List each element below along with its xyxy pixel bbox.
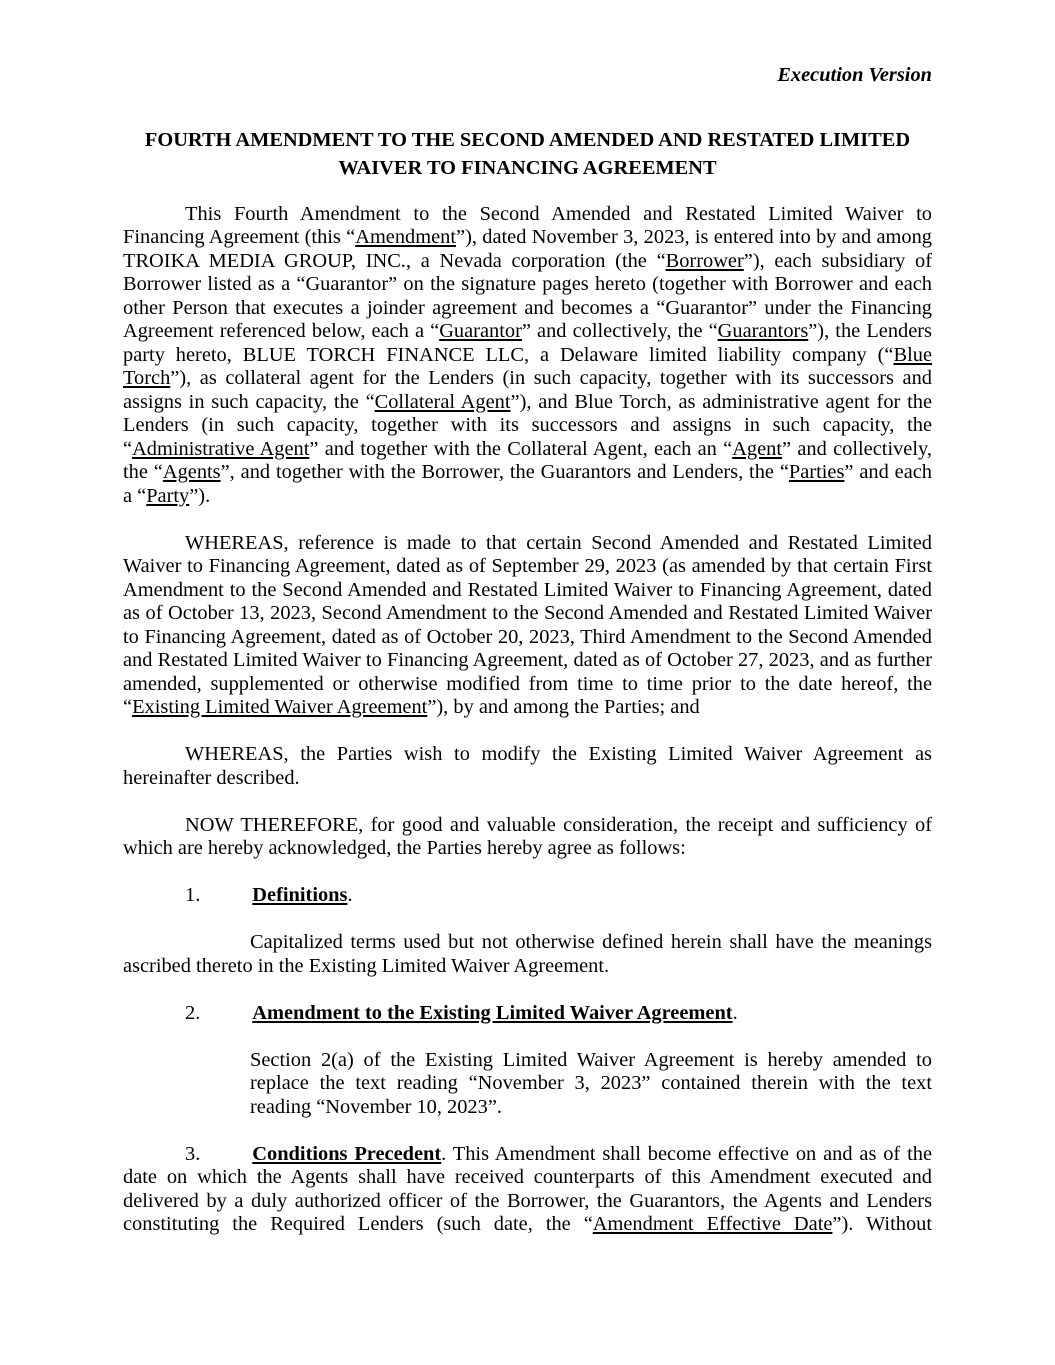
emphasized-text-run: Agent — [732, 437, 783, 460]
emphasized-text-run: Conditions Precedent — [252, 1142, 442, 1165]
emphasized-text-run: Blue Torch — [123, 343, 932, 389]
text-run: ”), as collateral agent for the Lenders (in such capacity, together with its successors and assigns in such capacity, the “ — [123, 367, 932, 413]
emphasized-text-run: Amendment Effective Date — [592, 1213, 833, 1235]
text-run: 3. — [185, 1142, 201, 1165]
text-run: NOW THEREFORE, for good and valuable consideration, the receipt and sufficiency of which are hereby acknowledged, the Parties hereby agree as follows: — [123, 813, 932, 859]
text-run: WHEREAS, reference is made to that certain Second Amended and Restated Limited Waiver to Financing Agreement, dated as of September 29, 2023 (as amended by that certain First Amendment to the Second Amended and Restated Limited Waiver to Financing Agreement, dated as of October 13, 2023, Second Amendment to the Second Amended and Restated Limited Waiver to Financing Agreement, dated as of October 20, 2023, Third Amendment to the Second Amended and Restated Limited Waiver to Financing Agreement, dated as of October 27, 2023, and as further amended, supplemented or otherwise modified from time to time prior to the date hereof, the “ — [123, 531, 932, 718]
text-run: . — [347, 884, 353, 906]
emphasized-text-run: Definitions — [252, 884, 348, 906]
text-run: ”). Without — [832, 1213, 932, 1235]
whereas-recital-1 — [123, 532, 932, 720]
emphasized-text-run: Party — [146, 484, 190, 507]
text-run: . This Amendment shall become effective on and as of the date on which the Agents shall have received counterparts of this Amendment executed and delivered by a duly authorized officer of the Borrower, the Guarantors, the Agents and Lenders constituting the Required Lenders (such date, the “ — [123, 1142, 932, 1235]
emphasized-text-run: Existing Limited Waiver Agreement — [132, 696, 428, 718]
document-title-line-2: WAIVER TO FINANCING AGREEMENT — [338, 156, 717, 179]
text-run: This Fourth Amendment to the Second Amended and Restated Limited Waiver to Financing Agreement (this “ — [123, 202, 932, 248]
text-run: 2. — [185, 1001, 201, 1024]
emphasized-text-run: Amendment — [355, 226, 457, 248]
text-run: ”), dated November 3, 2023, is entered into by and among TROIKA MEDIA GROUP, INC., a Nevada corporation (the “ — [123, 226, 933, 272]
emphasized-text-run: Agents — [162, 461, 221, 483]
intro-paragraph — [123, 203, 932, 509]
text-run: WHEREAS, the Parties wish to modify the Existing Limited Waiver Agreement as hereinafter described. — [123, 743, 932, 789]
text-run: Capitalized terms used but not otherwise defined herein shall have the meanings ascribed thereto in the Existing Limited Waiver Agreement. — [123, 931, 932, 977]
emphasized-text-run: Guarantor — [439, 320, 522, 342]
text-run: ” and collectively, the “ — [123, 437, 932, 483]
section-3-paragraph — [123, 1143, 932, 1237]
text-run: 1. — [185, 884, 201, 906]
section-1-heading — [123, 884, 932, 908]
now-therefore-clause — [123, 814, 932, 861]
text-run: ”). — [189, 484, 211, 507]
text-run: Section 2(a) of the Existing Limited Waiver Agreement is hereby amended to replace the text reading “November 3, 2023” contained therein with the text reading “November 10, 2023”. — [250, 1048, 932, 1118]
text-run: ” and together with the Collateral Agent, each an “ — [309, 437, 733, 460]
emphasized-text-run: Parties — [788, 461, 845, 483]
text-run: . — [732, 1001, 738, 1024]
document-title — [123, 126, 932, 182]
emphasized-text-run: Borrower — [665, 249, 744, 272]
whereas-recital-2 — [123, 743, 932, 790]
text-run: ”, and together with the Borrower, the Guarantors and Lenders, the “ — [220, 461, 789, 483]
text-run: ”), the Lenders party hereto, BLUE TORCH FINANCE LLC, a Delaware limited liability company (“ — [123, 320, 932, 366]
section-2-heading — [123, 1002, 932, 1026]
section-2-body — [250, 1049, 932, 1120]
emphasized-text-run: Guarantors — [717, 320, 809, 342]
emphasized-text-run: Collateral Agent — [374, 390, 511, 413]
text-run: ”), and Blue Torch, as administrative agent for the Lenders (in such capacity, together with its successors and assigns in such capacity, the “ — [123, 390, 933, 460]
text-run: ” and each a “ — [123, 461, 932, 507]
document-title-line-1: FOURTH AMENDMENT TO THE SECOND AMENDED AND RESTATED LIMITED — [144, 128, 911, 151]
text-run: ” and collectively, the “ — [521, 320, 718, 342]
execution-version-label: Execution Version — [777, 64, 932, 86]
text-run: ”), each subsidiary of Borrower listed as a “Guarantor” on the signature pages hereto (together with Borrower and each other Person that executes a joinder agreement and becomes a “Guarantor” under the Financing Agreement referenced below, each a “ — [123, 249, 932, 342]
emphasized-text-run: Administrative Agent — [132, 437, 310, 460]
emphasized-text-run: Amendment to the Existing Limited Waiver Agreement — [252, 1001, 733, 1024]
section-1-body — [123, 931, 932, 978]
text-run: ”), by and among the Parties; and — [427, 696, 700, 718]
